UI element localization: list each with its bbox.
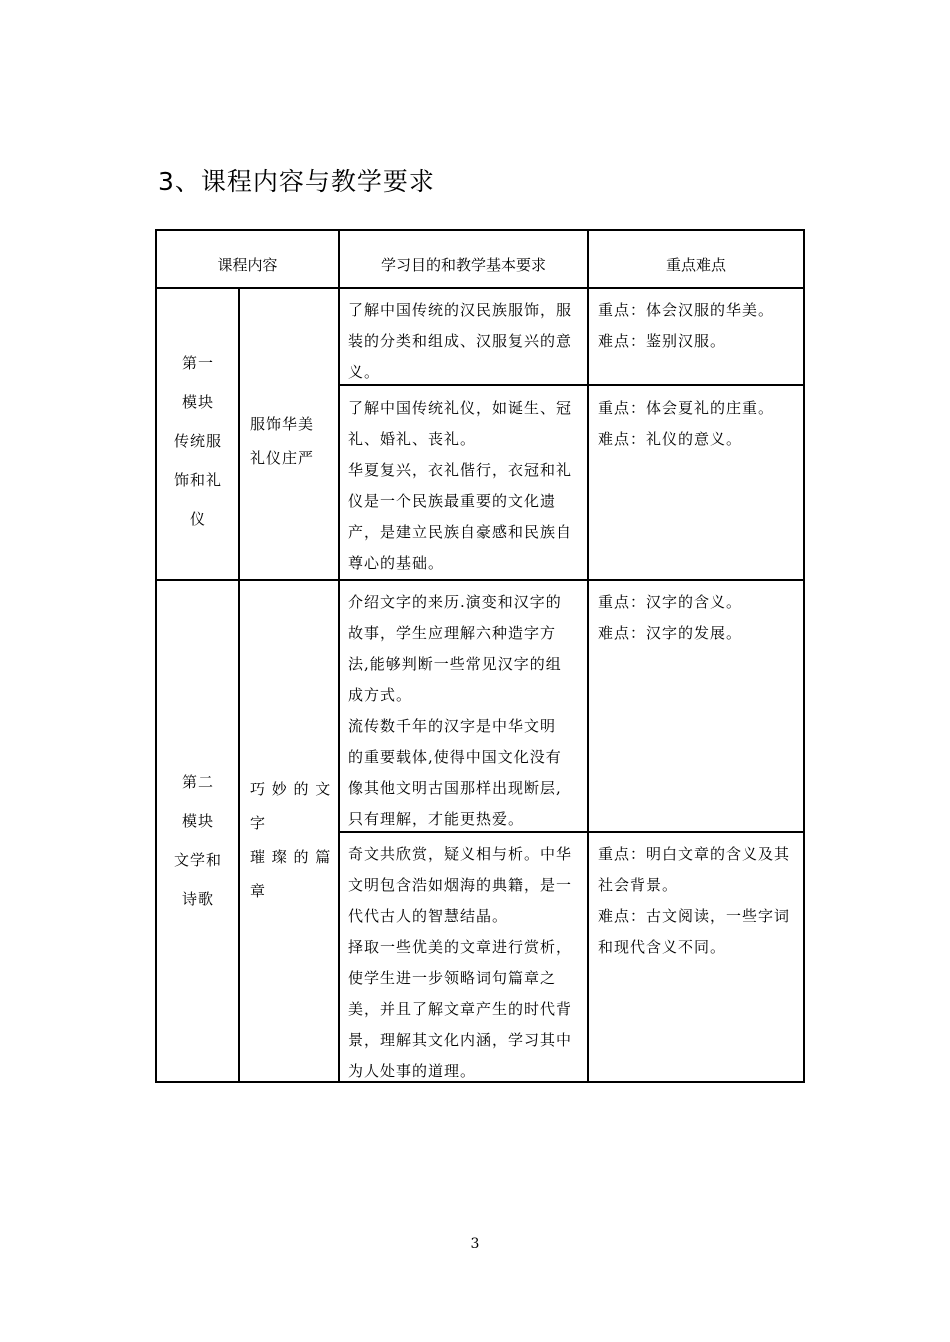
module2-row2-requirements: 奇文共欣赏，疑义相与析。中华 文明包含浩如烟海的典籍，是一 代代古人的智慧结晶。 择取一些优美的文章进行赏析， 使学生进一步领略词句篇章之 美，并且了解文章产生的时代背 景，理解其文化内涵，学习其中 为人处事的道理。 xyxy=(348,845,573,1080)
section-heading: 3、课程内容与教学要求 xyxy=(158,167,435,196)
table-right-border xyxy=(803,229,805,1082)
header-bottom-border xyxy=(155,287,805,289)
table-left-border xyxy=(155,229,157,1082)
module2-row1-requirements: 介绍文字的来历.演变和汉字的 故事，学生应理解六种造字方 法,能够判断一些常见汉字的组 成方式。 流传数千年的汉字是中华文明 的重要载体,使得中国文化没有 像其他文明古国那样出现断层, 只有理解，才能更热爱。 xyxy=(348,593,562,828)
header-objectives: 学习目的和教学基本要求 xyxy=(380,256,546,274)
module2-topic: 巧 妙 的 文 字 璀 璨 的 篇 章 xyxy=(250,780,332,900)
module-divider xyxy=(155,579,805,581)
content-requirements-divider xyxy=(338,229,340,1082)
header-course-content: 课程内容 xyxy=(217,256,278,274)
module1-title: 第一 模块 传统服 饰和礼 仪 xyxy=(173,354,222,528)
page-number: 3 xyxy=(470,1236,480,1252)
header-keypoints: 重点难点 xyxy=(665,256,726,274)
module1-topic: 服饰华美 礼仪庄严 xyxy=(250,415,315,467)
module1-row1-requirements: 了解中国传统的汉民族服饰，服 装的分类和组成、汉服复兴的意 义。 xyxy=(348,301,573,381)
module-topic-divider xyxy=(238,287,240,1082)
module1-row1-keypoints: 重点：体会汉服的华美。 难点：鉴别汉服。 xyxy=(598,301,775,350)
module1-row2-keypoints: 重点：体会夏礼的庄重。 难点：礼仪的意义。 xyxy=(598,399,775,448)
module1-row2-requirements: 了解中国传统礼仪，如诞生、冠 礼、婚礼、丧礼。 华夏复兴，衣礼偕行，衣冠和礼 仪是一个民族最重要的文化遗 产，是建立民族自豪感和民族自 尊心的基础。 xyxy=(348,399,573,572)
table-top-border xyxy=(155,229,805,231)
module2-title: 第二 模块 文学和 诗歌 xyxy=(173,773,222,908)
module2-row1-keypoints: 重点：汉字的含义。 难点：汉字的发展。 xyxy=(598,593,743,642)
module2-row2-keypoints: 重点：明白文章的含义及其 社会背景。 难点：古文阅读，一些字词 和现代含义不同。 xyxy=(598,845,791,956)
